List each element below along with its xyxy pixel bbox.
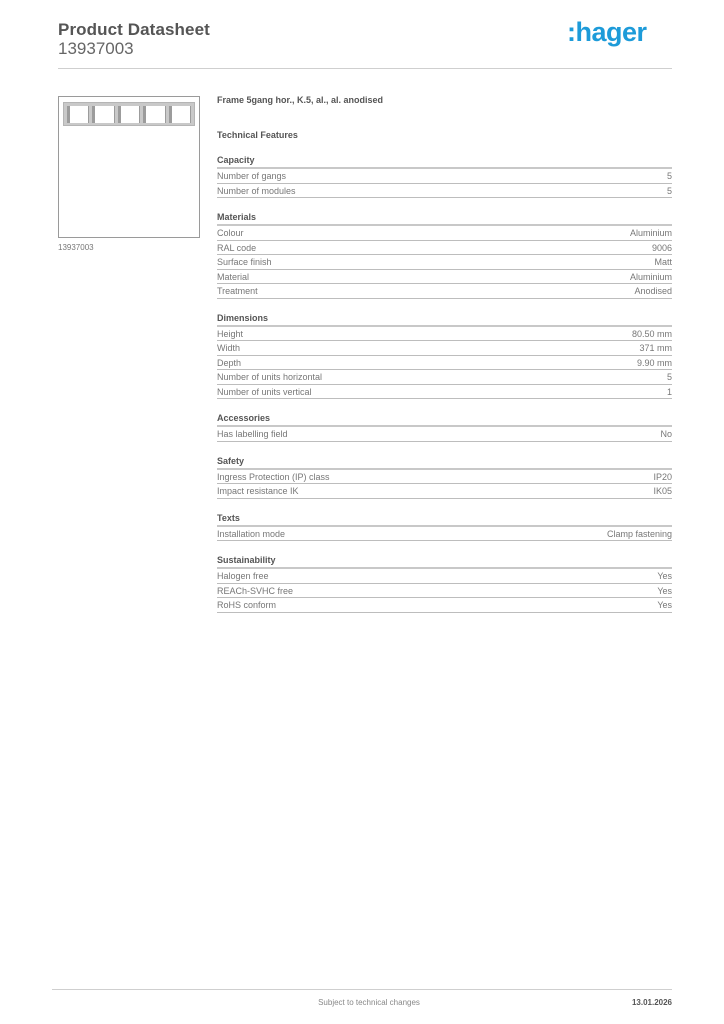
row-label: Material (217, 271, 250, 282)
row-value: Anodised (634, 286, 672, 296)
frame-5gang-icon (63, 102, 195, 126)
row-value: 5 (666, 185, 672, 196)
table-row (217, 226, 672, 241)
row-value: 80.50 mm (631, 328, 672, 339)
row-label: Width (217, 343, 241, 353)
table-row (217, 527, 672, 542)
row-value: Aluminium (629, 271, 672, 282)
row-value: Clamp fastening (606, 528, 672, 539)
section-texts (217, 512, 672, 542)
section-title: Sustainability (217, 554, 672, 569)
table-row (217, 427, 672, 442)
section-title: Safety (217, 455, 672, 470)
table-row (217, 270, 672, 285)
technical-features-title: Technical Features (217, 130, 298, 140)
frame-opening (67, 106, 89, 123)
product-name: Frame 5gang hor., K.5, al., al. anodised (217, 95, 384, 105)
row-label: Number of units horizontal (217, 372, 323, 382)
row-value: 5 (666, 372, 672, 382)
table-row (217, 385, 672, 400)
row-label: Surface finish (217, 257, 272, 267)
row-label: Has labelling field (217, 429, 288, 439)
row-label: Number of modules (217, 185, 296, 196)
product-image (58, 96, 200, 238)
frame-opening (92, 106, 114, 123)
section-dimensions (217, 312, 672, 400)
frame-opening (118, 106, 140, 123)
section-title: Capacity (217, 154, 672, 169)
footer-date: 13.01.2026 (631, 998, 672, 1007)
table-row (217, 584, 672, 599)
section-title: Texts (217, 512, 672, 527)
row-value: 1 (666, 386, 672, 397)
table-row (217, 255, 672, 270)
row-value: Aluminium (629, 228, 672, 238)
product-number: 13937003 (58, 39, 134, 58)
row-value: Yes (657, 571, 672, 581)
row-value: No (660, 429, 672, 439)
row-value: IK05 (653, 486, 672, 496)
row-label: Colour (217, 228, 244, 238)
row-label: Ingress Protection (IP) class (217, 471, 330, 482)
page-title: Product Datasheet (58, 20, 210, 39)
table-row (217, 569, 672, 584)
section-accessories (217, 412, 672, 442)
row-label: Number of units vertical (217, 386, 312, 397)
section-materials (217, 211, 672, 299)
table-row (217, 470, 672, 485)
frame-opening (169, 106, 191, 123)
row-label: Height (217, 328, 244, 339)
table-row (217, 327, 672, 342)
row-label: Number of gangs (217, 171, 287, 181)
row-value: Yes (657, 585, 672, 596)
table-row (217, 370, 672, 385)
table-row (217, 356, 672, 371)
table-row (217, 241, 672, 256)
row-label: Installation mode (217, 528, 286, 539)
section-sustainability (217, 554, 672, 613)
row-label: Depth (217, 357, 242, 368)
table-row (217, 184, 672, 199)
row-value: 9.90 mm (636, 357, 672, 368)
row-label: Impact resistance IK (217, 486, 299, 496)
section-title: Dimensions (217, 312, 672, 327)
row-label: REACh-SVHC free (217, 585, 294, 596)
row-value: Yes (657, 600, 672, 610)
table-row (217, 284, 672, 299)
hager-logo: :hager (567, 17, 647, 47)
row-label: Halogen free (217, 571, 269, 581)
table-row (217, 484, 672, 499)
section-capacity (217, 154, 672, 198)
table-row (217, 169, 672, 184)
row-label: Treatment (217, 286, 258, 296)
row-value: 9006 (651, 242, 672, 253)
section-title: Materials (217, 211, 672, 226)
datasheet-content (217, 94, 672, 613)
row-value: IP20 (653, 471, 672, 482)
row-value: Matt (654, 257, 672, 267)
table-row (217, 341, 672, 356)
row-value: 5 (666, 171, 672, 181)
footer-note: Subject to technical changes (318, 998, 420, 1007)
frame-opening (143, 106, 165, 123)
row-label: RoHS conform (217, 600, 277, 610)
row-value: 371 mm (639, 343, 672, 353)
row-label: RAL code (217, 242, 257, 253)
section-safety (217, 455, 672, 499)
section-title: Accessories (217, 412, 672, 427)
footer-divider (52, 989, 672, 990)
table-row (217, 598, 672, 613)
header-divider (58, 68, 672, 69)
image-caption: 13937003 (58, 243, 94, 252)
